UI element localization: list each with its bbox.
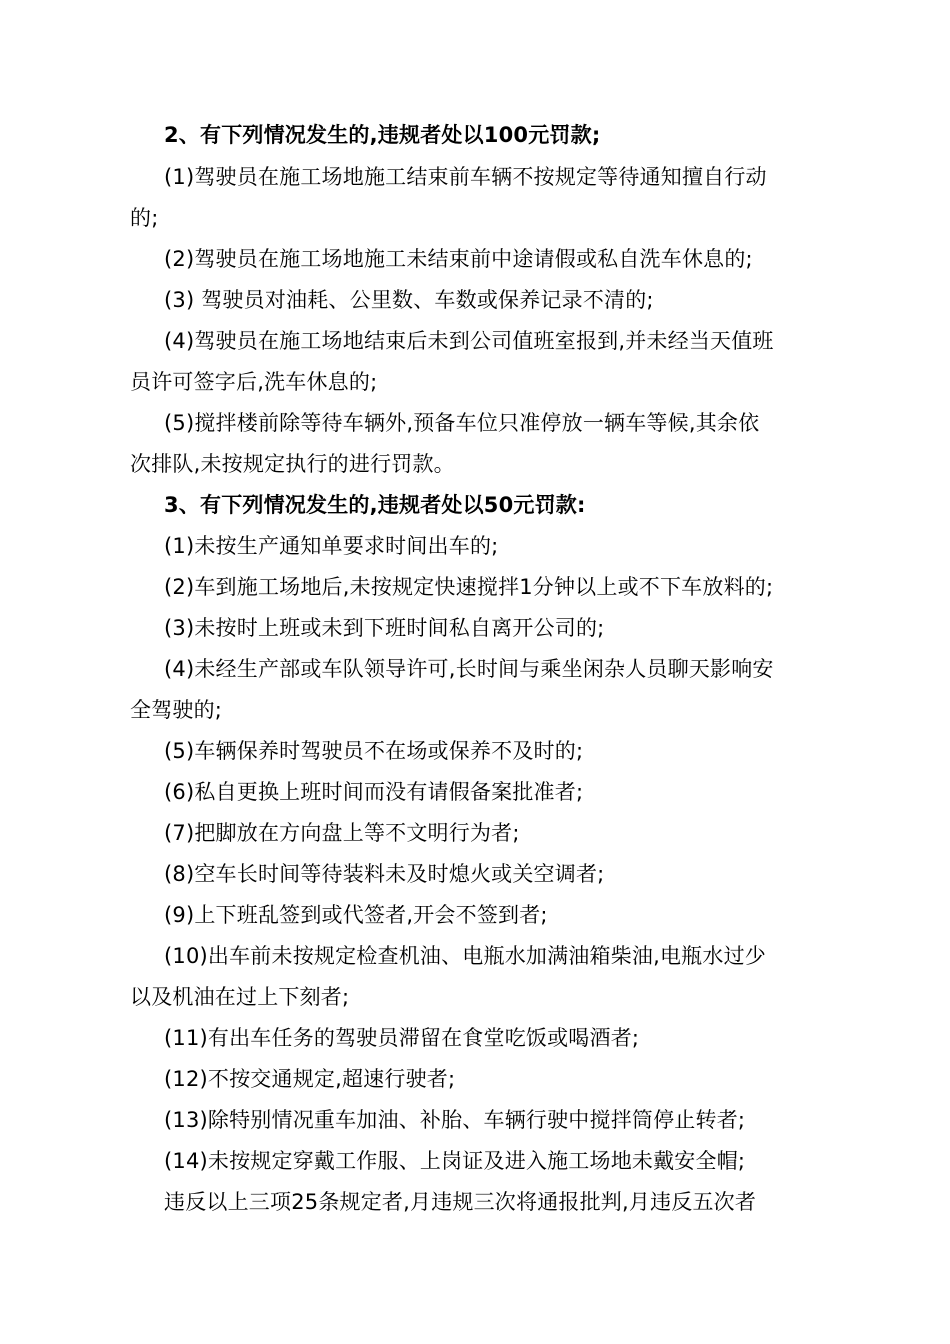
paragraph-line: 违反以上三项25条规定者,月违规三次将通报批判,月违反五次者 (164, 1190, 757, 1214)
paragraph-line: (8)空车长时间等待装料未及时熄火或关空调者; (164, 862, 605, 886)
paragraph-line: (4)驾驶员在施工场地结束后未到公司值班室报到,并未经当天值班 (164, 329, 774, 353)
paragraph-line: (11)有出车任务的驾驶员滞留在食堂吃饭或喝酒者; (164, 1026, 640, 1050)
paragraph-line: (2)车到施工场地后,未按规定快速搅拌1分钟以上或不下车放料的; (164, 575, 774, 599)
paragraph-line: (5)搅拌楼前除等待车辆外,预备车位只准停放一辆车等候,其余依 (164, 411, 760, 435)
paragraph-line: (3) 驾驶员对油耗、公里数、车数或保养记录不清的; (164, 288, 654, 312)
section-heading-100-yuan: 2、有下列情况发生的,违规者处以100元罚款; (164, 123, 601, 147)
paragraph-line: 次排队,未按规定执行的进行罚款。 (130, 452, 455, 476)
paragraph-line: (7)把脚放在方向盘上等不文明行为者; (164, 821, 520, 845)
paragraph-line: (3)未按时上班或未到下班时间私自离开公司的; (164, 616, 605, 640)
paragraph-line: 的; (130, 206, 159, 230)
paragraph-line: 员许可签字后,洗车休息的; (130, 370, 378, 394)
paragraph-line: (1)未按生产通知单要求时间出车的; (164, 534, 499, 558)
paragraph-line: (1)驾驶员在施工场地施工结束前车辆不按规定等待通知擅自行动 (164, 165, 767, 189)
paragraph-line: (13)除特别情况重车加油、补胎、车辆行驶中搅拌筒停止转者; (164, 1108, 746, 1132)
paragraph-line: (9)上下班乱签到或代签者,开会不签到者; (164, 903, 548, 927)
paragraph-line: (12)不按交通规定,超速行驶者; (164, 1067, 456, 1091)
paragraph-line: (6)私自更换上班时间而没有请假备案批准者; (164, 780, 584, 804)
paragraph-line: (14)未按规定穿戴工作服、上岗证及进入施工场地未戴安全帽; (164, 1149, 746, 1173)
paragraph-line: 以及机油在过上下刻者; (130, 985, 350, 1009)
section-heading-50-yuan: 3、有下列情况发生的,违规者处以50元罚款: (164, 493, 586, 517)
paragraph-line: (10)出车前未按规定检查机油、电瓶水加满油箱柴油,电瓶水过少 (164, 944, 766, 968)
paragraph-line: (2)驾驶员在施工场地施工未结束前中途请假或私自洗车休息的; (164, 247, 753, 271)
paragraph-line: (5)车辆保养时驾驶员不在场或保养不及时的; (164, 739, 584, 763)
paragraph-line: 全驾驶的; (130, 698, 223, 722)
paragraph-line: (4)未经生产部或车队领导许可,长时间与乘坐闲杂人员聊天影响安 (164, 657, 774, 681)
